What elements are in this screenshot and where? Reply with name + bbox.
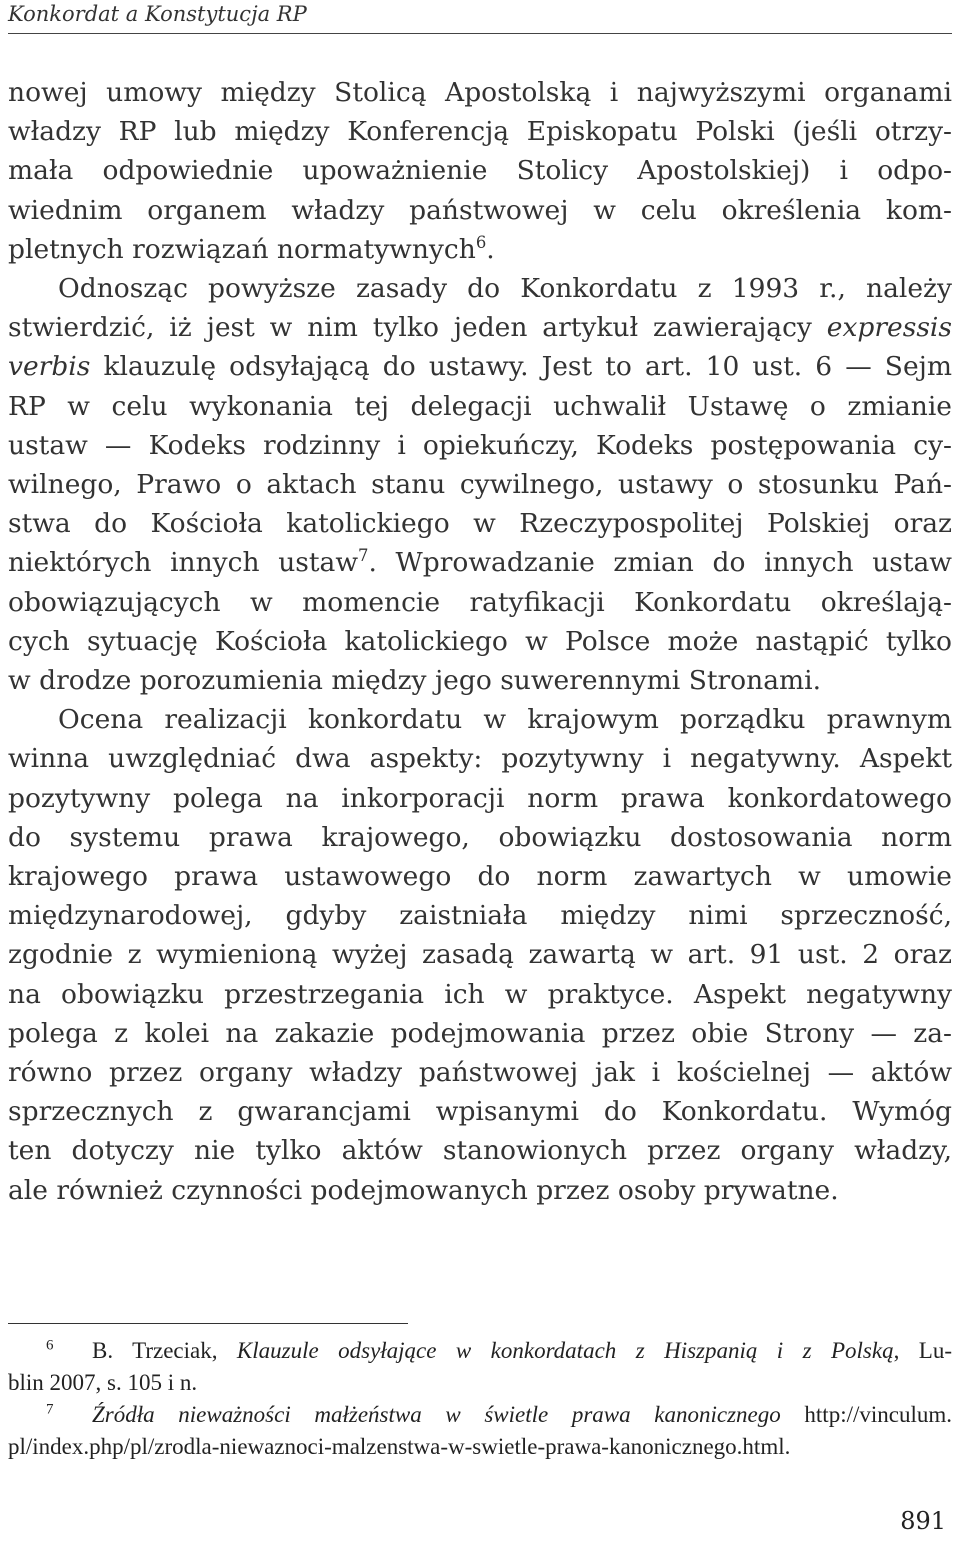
text-line: ten dotyczy nie tylko aktów stanowionych przez organy władzy, xyxy=(8,1135,952,1167)
text-line: polega z kolei na zakazie podejmowania przez obie Strony — za- xyxy=(8,1017,952,1049)
text-line: zgodnie z wymienioną wyżej zasadą zawartą w art. 91 ust. 2 oraz xyxy=(8,939,952,971)
text-line: stwa do Kościoła katolickiego w Rzeczypospolitej Polskiej oraz xyxy=(8,508,952,540)
page-number: 891 xyxy=(900,1507,946,1535)
text-line: wiednim organem władzy państwowej w celu określenia kom- xyxy=(8,194,952,226)
text-line: winna uwzględniać dwa aspekty: pozytywny i negatywny. Aspekt xyxy=(8,743,952,775)
url-link[interactable]: http://vinculum. xyxy=(780,1402,952,1427)
text-line: Ocena realizacji konkordatu w krajowym porządku prawnym xyxy=(58,704,952,736)
text-line: krajowego prawa ustawowego do norm zawartych w umowie xyxy=(8,861,952,893)
text-run: pletnych rozwiązań normatywnych xyxy=(8,233,476,265)
text-line: obowiązujących w momencie ratyfikacji Konkordatu określają- xyxy=(8,586,952,618)
text-line xyxy=(8,347,952,386)
citation-title: Źródła nieważności małżeństwa w świetle prawa kanonicznego xyxy=(92,1402,781,1427)
header-rule xyxy=(8,33,952,34)
text-line: władzy RP lub między Konferencją Episkopatu Polski (jeśli otrzy- xyxy=(8,116,952,148)
text-run: niektórych innych ustaw xyxy=(8,547,359,579)
text-line: sprzecznych z gwarancjami wpisanymi do Konkordatu. Wymóg xyxy=(8,1096,952,1128)
footnote-number: 7 xyxy=(46,1401,54,1418)
running-header: Konkordat a Konstytucja RP xyxy=(8,2,307,26)
text-line: w drodze porozumienia między jego suwerennymi Stronami. xyxy=(8,665,822,697)
footnote-ref-7[interactable]: 7 xyxy=(358,546,369,566)
footnote-line xyxy=(8,1399,952,1431)
text-line: do systemu prawa krajowego, obowiązku dostosowania norm xyxy=(8,821,952,853)
footnote-line: blin 2007, s. 105 i n. xyxy=(8,1370,198,1395)
text-line: na obowiązku przestrzegania ich w praktyce. Aspekt negatywny xyxy=(8,978,952,1010)
text-run: stwierdzić, iż jest w nim tylko jeden artykuł zawierający xyxy=(8,312,827,344)
footnote-6 xyxy=(8,1335,952,1399)
text-line: mała odpowiednie upoważnienie Stolicy Apostolskiej) i odpo- xyxy=(8,155,952,187)
italic-term: expressis xyxy=(826,312,952,344)
footnote-7 xyxy=(8,1399,952,1463)
paragraph-1 xyxy=(8,73,952,269)
text-line: RP w celu wykonania tej delegacji uchwalił Ustawę o zmianie xyxy=(8,390,952,422)
text-line: ustaw — Kodeks rodzinny i opiekuńczy, Kodeks postępowania cy- xyxy=(8,429,952,461)
text-line: cych sytuację Kościoła katolickiego w Polsce może nastąpić tylko xyxy=(8,625,952,657)
text-run: B. Trzeciak, xyxy=(92,1338,237,1363)
footnote-line xyxy=(8,1335,952,1367)
text-line xyxy=(8,230,952,269)
text-run: . Wprowadzanie zmian do innych ustaw xyxy=(368,547,952,579)
text-line: wilnego, Prawo o aktach stanu cywilnego, ustawy o stosunku Pań- xyxy=(8,469,952,501)
citation-title: Klauzule odsyłające w konkordatach z Hiszpanią i z Polską xyxy=(236,1338,894,1363)
text-line: międzynarodowej, gdyby zaistniała między nimi sprzeczność, xyxy=(8,900,952,932)
paragraph-2 xyxy=(8,269,952,700)
footnote-number: 6 xyxy=(46,1337,54,1354)
paragraph-3 xyxy=(8,700,952,1210)
footnote-ref-6[interactable]: 6 xyxy=(475,232,487,252)
text-line: Odnosząc powyższe zasady do Konkordatu z 1993 r., należy xyxy=(58,273,952,305)
text-line xyxy=(8,543,952,582)
text-line xyxy=(8,308,952,347)
text-line: równo przez organy władzy państwowej jak i kościelnej — aktów xyxy=(8,1057,952,1089)
text-run: klauzulę odsyłającą do ustawy. Jest to art. 10 ust. 6 — Sejm xyxy=(90,351,952,383)
text-line: ale również czynności podejmowanych przez osoby prywatne. xyxy=(8,1174,839,1206)
text-line: pozytywny polega na inkorporacji norm prawa konkordatowego xyxy=(8,782,952,814)
text-run: . xyxy=(486,233,495,265)
footnotes xyxy=(8,1335,952,1463)
text-run: , Lu- xyxy=(893,1338,952,1363)
italic-term: verbis xyxy=(8,351,91,383)
text-line: nowej umowy między Stolicą Apostolską i najwyższymi organami xyxy=(8,77,952,108)
main-text xyxy=(8,73,952,1210)
footnote-separator xyxy=(8,1323,408,1324)
url-link-continued[interactable]: pl/index.php/pl/zrodla-niewaznoci-malzenstwa-w-swietle-prawa-kanonicznego.html. xyxy=(8,1434,791,1459)
